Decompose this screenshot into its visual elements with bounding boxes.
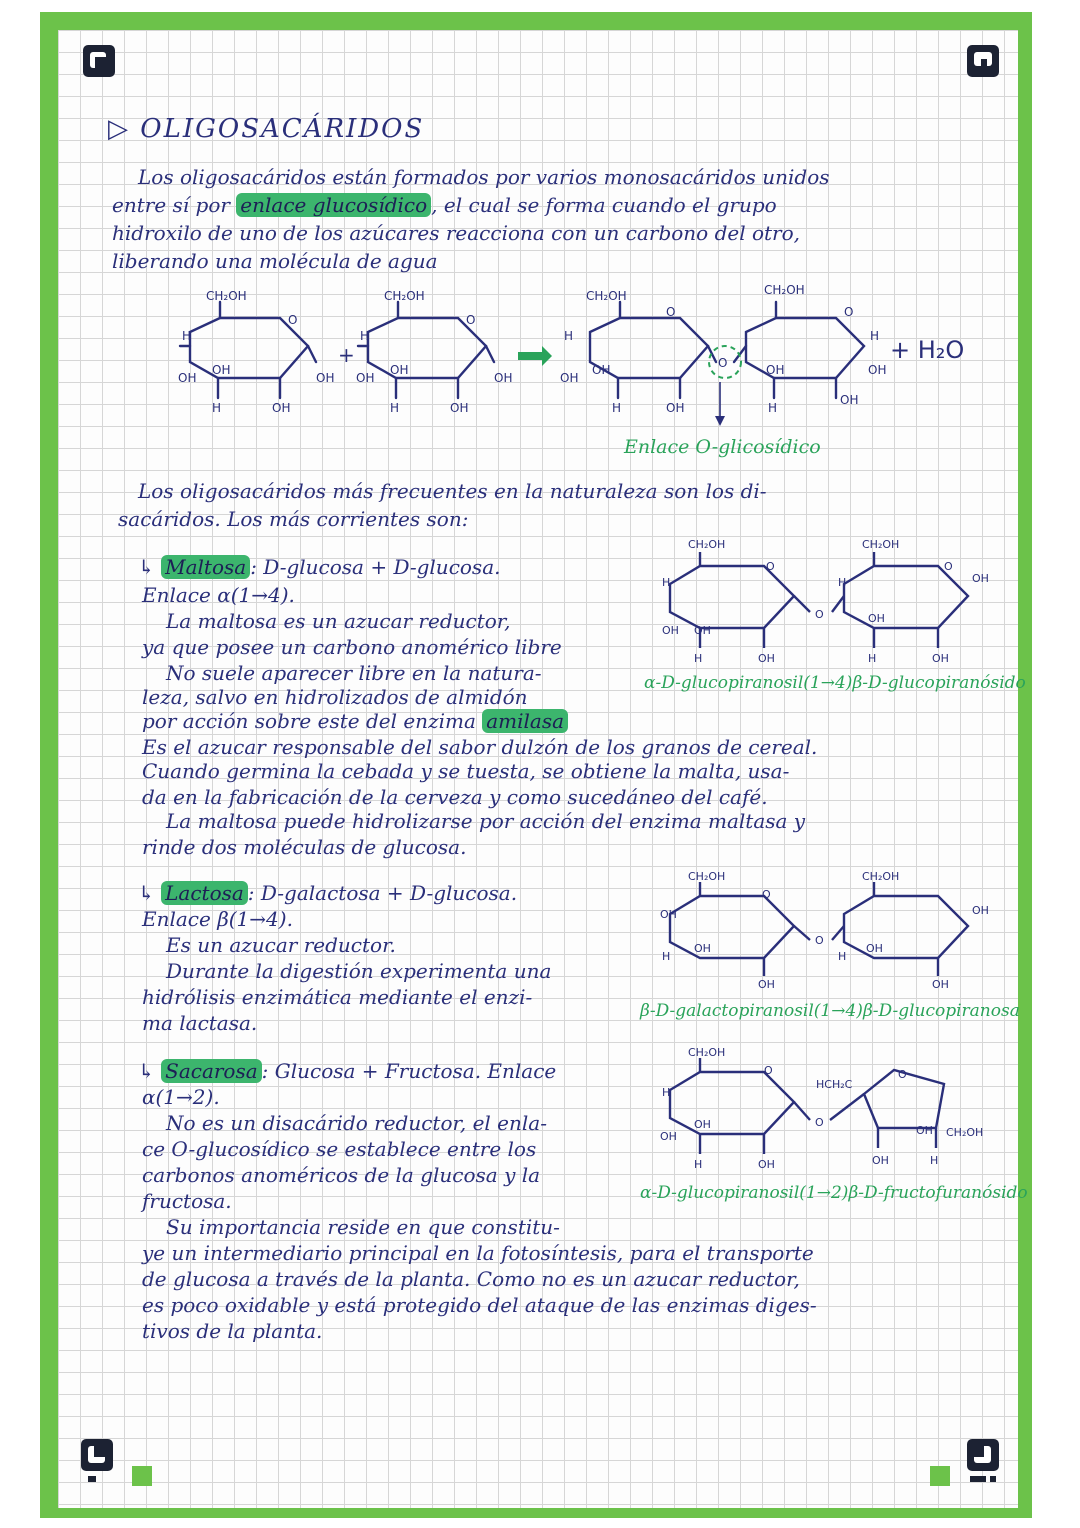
maltosa-name: Maltosa bbox=[161, 555, 250, 579]
oh-label: OH bbox=[666, 401, 685, 415]
oh-label: OH bbox=[450, 401, 469, 415]
ch2oh-label: CH₂OH bbox=[862, 538, 900, 551]
maltosa-rest-1: Es el azucar responsable del sabor dulzón de los granos de cereal. bbox=[142, 735, 818, 759]
arrow-bullet-icon: ↳ bbox=[138, 881, 155, 905]
bridge-oxygen: O bbox=[718, 356, 728, 370]
oh-label: OH bbox=[868, 612, 885, 625]
h-label: H bbox=[694, 1158, 703, 1171]
maltosa-heading: ↳ Maltosa : D-glucosa + D-glucosa. bbox=[138, 555, 501, 579]
maltosa-rest-5: rinde dos moléculas de glucosa. bbox=[142, 835, 467, 859]
maltosa-rest-3: da en la fabricación de la cerveza y como sucedáneo del café. bbox=[142, 785, 768, 809]
ring-oxygen: O bbox=[766, 560, 775, 573]
ch2oh-label: CH₂OH bbox=[688, 538, 726, 551]
bridge-oxygen: O bbox=[815, 934, 824, 947]
intro-line-2: entre sí por enlace glucosídico , el cual se forma cuando el grupo bbox=[112, 193, 777, 217]
oh-label: OH bbox=[272, 401, 291, 415]
sacarosa-rest-5: tivos de la planta. bbox=[142, 1319, 323, 1343]
sacarosa-rest-4: es poco oxidable y está protegido del ataque de las enzimas diges- bbox=[142, 1293, 817, 1317]
sacarosa-rest-3: de glucosa a través de la planta. Como no es un azucar reductor, bbox=[142, 1267, 800, 1291]
oh-label: OH bbox=[694, 624, 711, 637]
maltosa-caption: α-D-glucopiranosil(1→4)β-D-glucopiranósido bbox=[644, 673, 1026, 693]
oh-label: OH bbox=[316, 371, 335, 385]
sacarosa-bond: α(1→2). bbox=[142, 1085, 220, 1109]
h-label: H bbox=[930, 1154, 939, 1167]
h-label: H bbox=[662, 950, 671, 963]
h-label: H bbox=[838, 950, 847, 963]
oh-label: OH bbox=[212, 363, 231, 377]
sacarosa-rest-2: ye un intermediario principal en la fotosíntesis, para el transporte bbox=[142, 1241, 814, 1265]
h-label: H bbox=[390, 401, 400, 415]
h-label: H bbox=[768, 401, 778, 415]
oh-label: OH bbox=[390, 363, 409, 377]
corner-logo-bottom-right-icon bbox=[966, 1438, 1000, 1484]
arrow-bullet-icon: ↳ bbox=[138, 1059, 155, 1083]
intro-line-3: hidroxilo de uno de los azúcares reacciona con un carbono del otro, bbox=[112, 221, 801, 245]
ch2oh-label: CH₂OH bbox=[862, 870, 900, 883]
ch2oh-label: CH₂OH bbox=[946, 1126, 984, 1139]
oh-label: OH bbox=[972, 572, 989, 585]
oh-label: OH bbox=[758, 1158, 775, 1171]
lactosa-line-2: Durante la digestión experimenta una bbox=[166, 959, 552, 983]
bridge-oxygen: O bbox=[815, 608, 824, 621]
oh-label: OH bbox=[560, 371, 579, 385]
ch2oh-label: CH₂OH bbox=[384, 289, 425, 303]
oh-label: OH bbox=[758, 652, 775, 665]
sacarosa-line-1: No es un disacárido reductor, el enla- bbox=[166, 1111, 547, 1135]
ch2oh-label: CH₂OH bbox=[586, 289, 627, 303]
oh-label: OH bbox=[866, 942, 883, 955]
oh-label: OH bbox=[694, 1118, 711, 1131]
amilasa-highlight: amilasa bbox=[482, 709, 568, 733]
oh-label: OH bbox=[840, 393, 859, 407]
ch2oh-label: CH₂OH bbox=[688, 870, 726, 883]
h-label: H bbox=[838, 576, 847, 589]
glucose-ring-2 bbox=[368, 318, 486, 378]
lactosa-heading: ↳ Lactosa : D-galactosa + D-glucosa. bbox=[138, 881, 518, 905]
maltosa-rest-2: Cuando germina la cebada y se tuesta, se obtiene la malta, usa- bbox=[142, 759, 790, 783]
corner-logo-bottom-left-icon bbox=[80, 1438, 114, 1484]
oh-label: OH bbox=[766, 363, 785, 377]
lactosa-line-3: hidrólisis enzimática mediante el enzi- bbox=[142, 985, 533, 1009]
ring-oxygen: O bbox=[466, 313, 476, 327]
oh-label: OH bbox=[932, 978, 949, 991]
bridge-oxygen: O bbox=[815, 1116, 824, 1129]
oh-label: OH bbox=[868, 363, 887, 377]
arrow-bullet-icon: ↳ bbox=[138, 555, 155, 579]
corner-logo-top-right-icon bbox=[966, 44, 1000, 78]
oh-label: OH bbox=[758, 978, 775, 991]
maltosa-line-5: por acción sobre este del enzima amilasa bbox=[142, 708, 568, 734]
h-label: H bbox=[182, 329, 192, 343]
h-label: H bbox=[212, 401, 222, 415]
maltosa-line-2: ya que posee un carbono anomérico libre bbox=[142, 635, 562, 659]
oh-label: OH bbox=[356, 371, 375, 385]
intro-line-4: liberando una molécula de agua bbox=[112, 249, 438, 273]
oh-label: OH bbox=[592, 363, 611, 377]
plus-sign: + bbox=[338, 343, 355, 367]
title-text: OLIGOSACÁRIDOS bbox=[140, 114, 425, 144]
lactosa-line-4: ma lactasa. bbox=[142, 1011, 258, 1035]
ring-oxygen: O bbox=[844, 305, 854, 319]
corner-logo-top-left-icon bbox=[82, 44, 116, 78]
h-label: H bbox=[694, 652, 703, 665]
oh-label: OH bbox=[872, 1154, 889, 1167]
maltosa-line-1: La maltosa es un azucar reductor, bbox=[166, 609, 511, 633]
maltose-ring-right bbox=[746, 318, 864, 378]
glucose-ring-1 bbox=[190, 318, 308, 378]
oh-label: OH bbox=[916, 1124, 933, 1137]
lactosa-line-1: Es un azucar reductor. bbox=[166, 933, 396, 957]
h-label: H bbox=[662, 576, 671, 589]
triangle-bullet-icon: ▷ bbox=[108, 114, 130, 144]
sacarosa-caption: α-D-glucopiranosil(1→2)β-D-fructofuranósido bbox=[640, 1183, 1028, 1203]
ch2oh-label: CH₂OH bbox=[688, 1046, 726, 1059]
maltosa-bond: Enlace α(1→4). bbox=[142, 583, 295, 607]
maltosa-line-4: leza, salvo en hidrolizados de almidón bbox=[142, 685, 528, 709]
sucrose-structure bbox=[654, 1044, 1004, 1174]
maltosa-rest-4: La maltosa puede hidrolizarse por acción del enzima maltasa y bbox=[166, 809, 806, 833]
glycosidic-reaction-diagram bbox=[160, 282, 990, 462]
oh-label: OH bbox=[972, 904, 989, 917]
ring-oxygen: O bbox=[666, 305, 676, 319]
highlight-enlace-glucosidico: enlace glucosídico bbox=[236, 193, 431, 217]
sacarosa-rest-1: Su importancia reside en que constitu- bbox=[166, 1215, 560, 1239]
ch2oh-label: CH₂OH bbox=[206, 289, 247, 303]
h-label: H bbox=[360, 329, 370, 343]
maltosa-line-3: No suele aparecer libre en la natura- bbox=[166, 661, 542, 685]
oh-label: OH bbox=[932, 652, 949, 665]
lactosa-bond: Enlace β(1→4). bbox=[142, 907, 293, 931]
sacarosa-name: Sacarosa bbox=[161, 1059, 262, 1083]
green-square-right bbox=[930, 1466, 950, 1486]
lactosa-name: Lactosa bbox=[161, 881, 248, 905]
sacarosa-heading: ↳ Sacarosa : Glucosa + Fructosa. Enlace bbox=[138, 1059, 557, 1083]
common-line-2: sacáridos. Los más corrientes son: bbox=[118, 507, 469, 531]
h-label: H bbox=[612, 401, 622, 415]
h-label: H bbox=[564, 329, 574, 343]
oh-label: OH bbox=[662, 624, 679, 637]
maltose-structure bbox=[654, 536, 1004, 676]
lactose-structure bbox=[654, 868, 1004, 998]
sacarosa-line-2: ce O-glucosídico se establece entre los bbox=[142, 1137, 537, 1161]
sacarosa-line-4: fructosa. bbox=[142, 1189, 232, 1213]
ring-oxygen: O bbox=[762, 888, 771, 901]
oh-label: OH bbox=[494, 371, 513, 385]
page-title bbox=[108, 116, 424, 142]
ring-oxygen: O bbox=[944, 560, 953, 573]
oh-label: OH bbox=[660, 1130, 677, 1143]
oh-label: OH bbox=[694, 942, 711, 955]
h-label: H bbox=[868, 652, 877, 665]
common-line-1: Los oligosacáridos más frecuentes en la naturaleza son los di- bbox=[138, 479, 767, 503]
oh-label: OH bbox=[660, 908, 677, 921]
green-square-left bbox=[132, 1466, 152, 1486]
h-label: H bbox=[662, 1086, 671, 1099]
sacarosa-line-3: carbonos anoméricos de la glucosa y la bbox=[142, 1163, 541, 1187]
ring-oxygen: O bbox=[898, 1068, 907, 1081]
ring-oxygen: O bbox=[288, 313, 298, 327]
glycosidic-bond-label: Enlace O-glicosídico bbox=[624, 436, 821, 458]
oh-label: OH bbox=[178, 371, 197, 385]
lactosa-caption: β-D-galactopiranosil(1→4)β-D-glucopiranosa bbox=[640, 1001, 1020, 1021]
ch2oh-label: CH₂OH bbox=[764, 283, 805, 297]
ring-oxygen: O bbox=[764, 1064, 773, 1077]
h-label: H bbox=[870, 329, 880, 343]
hch2c-label: HCH₂C bbox=[816, 1078, 853, 1091]
intro-line-1: Los oligosacáridos están formados por varios monosacáridos unidos bbox=[138, 165, 830, 189]
water-product: + H₂O bbox=[890, 336, 965, 364]
